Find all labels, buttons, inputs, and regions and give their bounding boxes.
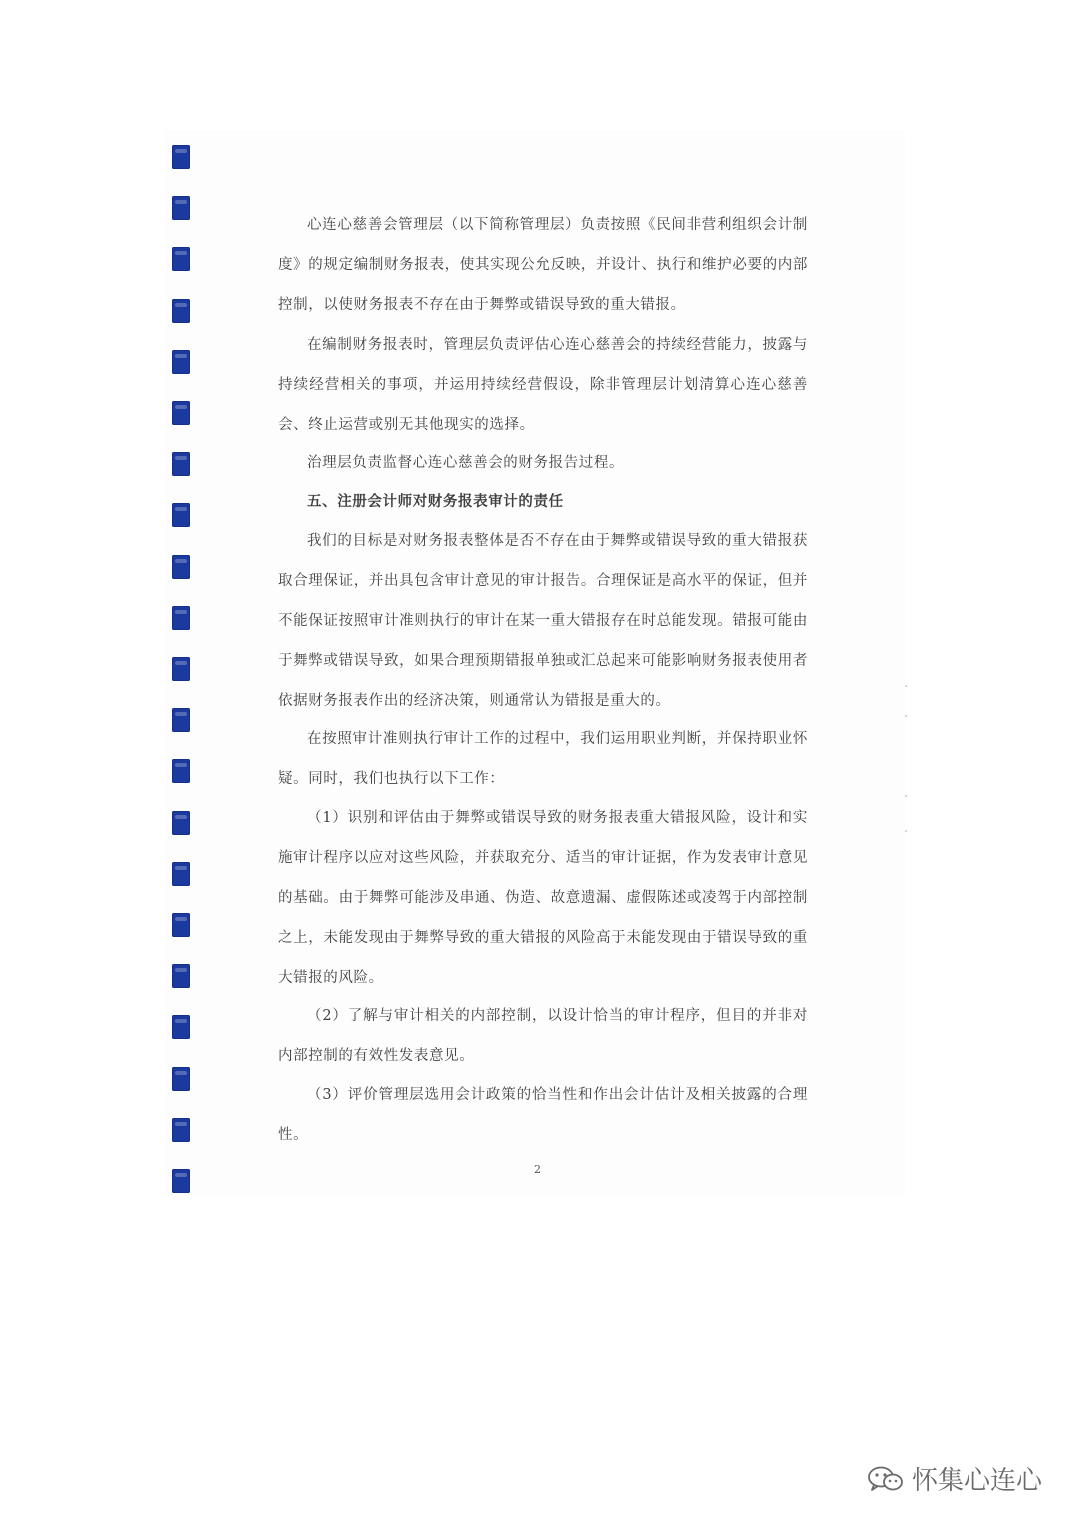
binding-tooth (172, 401, 190, 425)
paragraph-item-1: （1）识别和评估由于舞弊或错误导致的财务报表重大错报风险，设计和实施审计程序以应对这些风险，并获取充分、适当的审计证据，作为发表审计意见的基础。由于舞弊可能涉及串通、伪造、故意遗漏、虚假陈述或凌驾于内部控制之上，未能发现由于舞弊导致的重大错报的风险高于未能发现由于错误导致的重大错报的风险。 (278, 810, 808, 986)
paragraph-item-3: （3）评价管理层选用会计政策的恰当性和作出会计估计及相关披露的合理性。 (278, 1087, 808, 1143)
binding-tooth (172, 555, 190, 579)
scan-speck (905, 795, 907, 797)
paragraph-professional-judgment: 在按照审计准则执行审计工作的过程中，我们运用职业判断，并保持职业怀疑。同时，我们也执行以下工作： (278, 731, 808, 787)
comb-binding (172, 145, 194, 1195)
binding-tooth (172, 913, 190, 937)
paragraph-going-concern: 在编制财务报表时，管理层负责评估心连心慈善会的持续经营能力，披露与持续经营相关的事项，并运用持续经营假设，除非管理层计划清算心连心慈善会、终止运营或别无其他现实的选择。 (278, 337, 808, 433)
paragraph-governance: 治理层负责监督心连心慈善会的财务报告过程。 (307, 455, 625, 471)
page-number: 2 (534, 1163, 541, 1176)
binding-tooth (172, 1169, 190, 1193)
scan-speck (905, 715, 907, 717)
section-heading: 五、注册会计师对财务报表审计的责任 (307, 493, 564, 510)
binding-tooth (172, 657, 190, 681)
paragraph-audit-objective: 我们的目标是对财务报表整体是否不存在由于舞弊或错误导致的重大错报获取合理保证，并出具包含审计意见的审计报告。合理保证是高水平的保证，但并不能保证按照审计准则执行的审计在某一重大错报存在时总能发现。错报可能由于舞弊或错误导致，如果合理预期错报单独或汇总起来可能影响财务报表使用者依据财务报表作出的经济决策，则通常认为错报是重大的。 (278, 533, 808, 709)
binding-tooth (172, 299, 190, 323)
binding-tooth (172, 708, 190, 732)
binding-tooth (172, 862, 190, 886)
scan-speck (905, 685, 907, 687)
binding-tooth (172, 350, 190, 374)
binding-tooth (172, 759, 190, 783)
binding-tooth (172, 1118, 190, 1142)
binding-tooth (172, 1015, 190, 1039)
paragraph-item-2: （2）了解与审计相关的内部控制，以设计恰当的审计程序，但目的并非对内部控制的有效性发表意见。 (278, 1008, 808, 1064)
binding-tooth (172, 196, 190, 220)
binding-tooth (172, 964, 190, 988)
binding-tooth (172, 1067, 190, 1091)
binding-tooth (172, 811, 190, 835)
binding-tooth (172, 606, 190, 630)
binding-tooth (172, 503, 190, 527)
binding-tooth (172, 247, 190, 271)
watermark (866, 1460, 1042, 1497)
scan-speck (905, 830, 907, 832)
binding-tooth (172, 452, 190, 476)
paragraph-management-responsibility: 心连心慈善会管理层（以下简称管理层）负责按照《民间非营利组织会计制度》的规定编制财务报表，使其实现公允反映，并设计、执行和维护必要的内部控制，以使财务报表不存在由于舞弊或错误导致的重大错报。 (278, 217, 808, 313)
binding-tooth (172, 145, 190, 169)
wechat-icon (866, 1464, 906, 1494)
watermark-text: 怀集心连心 (912, 1466, 1043, 1496)
